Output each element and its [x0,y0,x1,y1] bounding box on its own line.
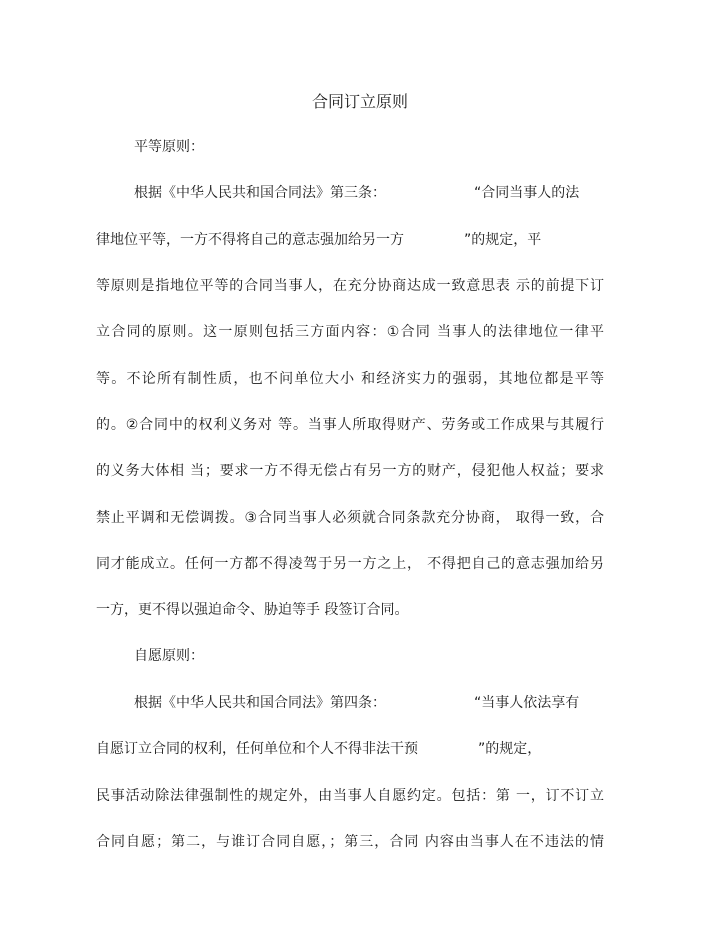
paragraph-line [134,693,579,713]
paragraph-segment: ”的规定，平 [464,232,542,248]
paragraph-segment: 律地位平等，一方不得将自己的意志强加给另一方 [96,232,404,248]
paragraph-segment: “合同当事人的法 [474,185,580,201]
paragraph-segment: “当事人依法享有 [474,695,580,711]
paragraph-line: 一方，更不得以强迫命令、胁迫等手 段签订合同。 [96,602,409,618]
section-heading-equality: 平等原则： [134,139,204,155]
paragraph-line [96,739,604,759]
paragraph-line: 的。②合同中的权利义务对 等。当事人所取得财产、劳务或工作成果与其履行 [96,417,604,433]
paragraph-line: 立合同的原则。这一原则包括三方面内容：①合同 当事人的法律地位一律平 [96,324,604,340]
paragraph-line: 禁止平调和无偿调拨。③合同当事人必须就合同条款充分协商， 取得一致，合 [96,510,604,526]
paragraph-segment: 根据《中华人民共和国合同法》第三条： [134,185,386,201]
paragraph-line: 同才能成立。任何一方都不得凌驾于另一方之上， 不得把自己的意志强加给另 [96,556,604,572]
paragraph-segment: 根据《中华人民共和国合同法》第四条： [134,695,386,711]
paragraph-line [96,230,604,250]
document-title: 合同订立原则 [311,92,408,111]
paragraph-line [134,183,579,203]
section-heading-voluntary: 自愿原则： [134,648,204,664]
paragraph-line: 等原则是指地位平等的合同当事人，在充分协商达成一致意思表 示的前提下订 [96,278,604,294]
paragraph-segment: 自愿订立合同的权利，任何单位和个人不得非法干预 [96,741,418,757]
paragraph-segment: ”的规定， [478,741,542,757]
paragraph-line: 合同自愿；第二，与谁订合同自愿，；第三，合同 内容由当事人在不违法的情 [96,834,604,850]
paragraph-line: 民事活动除法律强制性的规定外，由当事人自愿约定。包括：第 一，订不订立 [96,788,604,804]
paragraph-line: 等。不论所有制性质，也不问单位大小 和经济实力的强弱，其地位都是平等 [96,371,604,387]
paragraph-line: 的义务大体相 当；要求一方不得无偿占有另一方的财产，侵犯他人权益；要求 [96,463,604,479]
